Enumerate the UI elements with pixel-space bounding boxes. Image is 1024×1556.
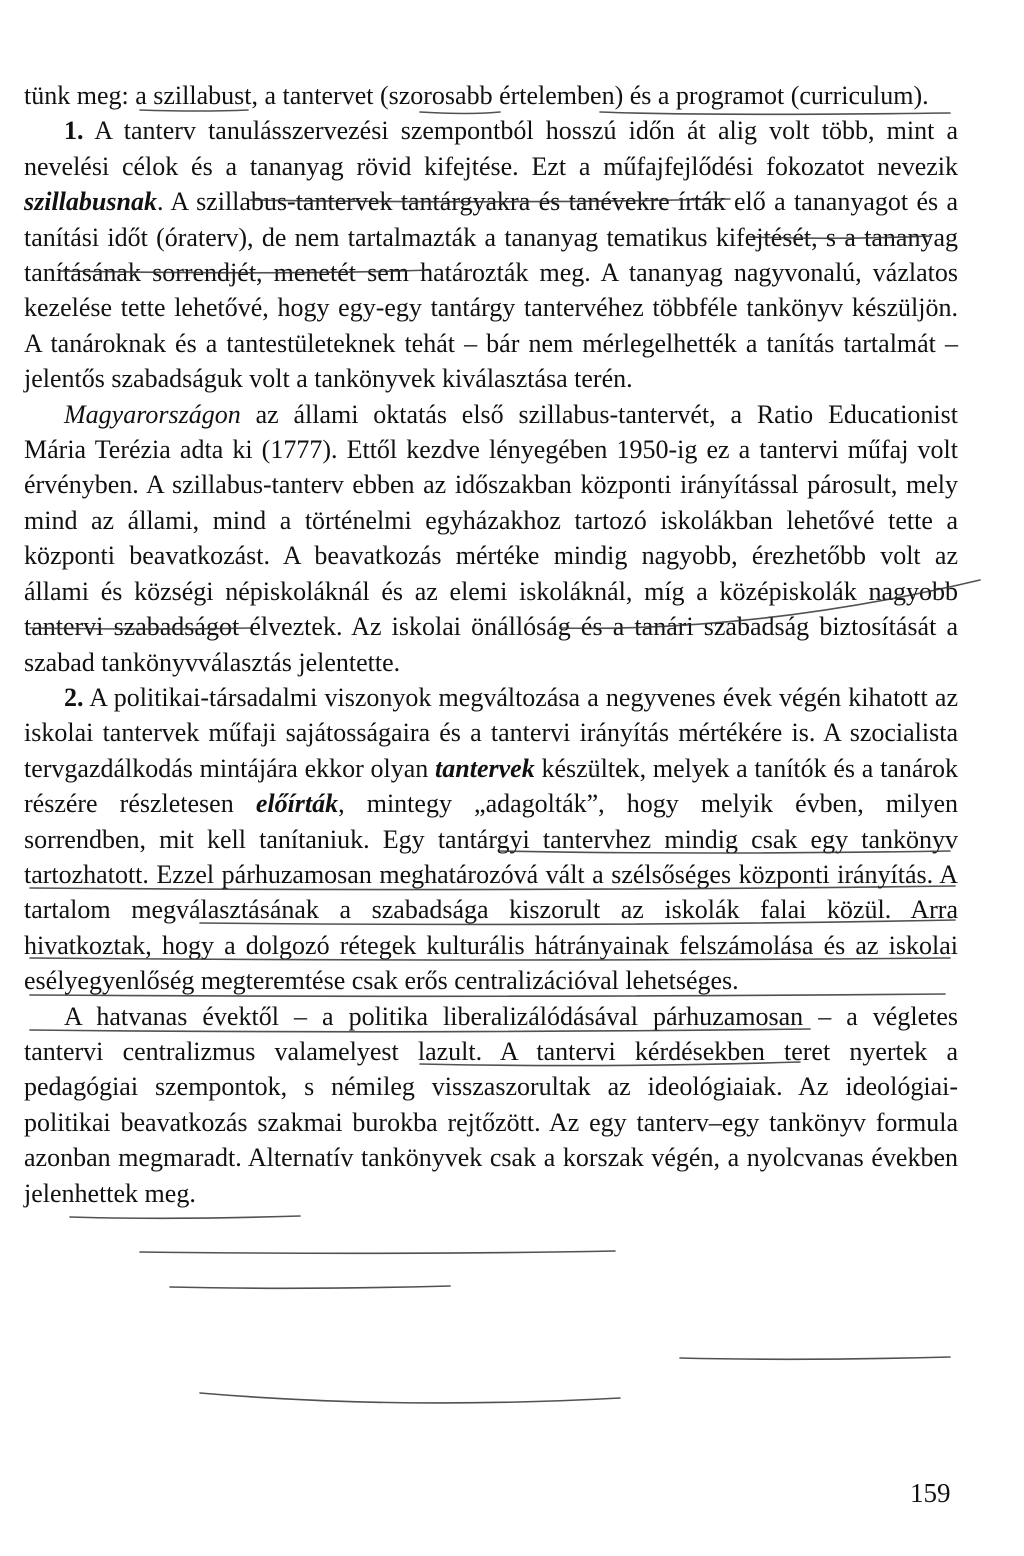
section-1-text-b: . A szillabus-tantervek tantárgyakra és tanévekre írták elő a tananyagot és a tanítási időt (óraterv), de nem tartalmazták a tananyag tematikus kifejtését, s a tananyag tanításának sorrendjét, menetét sem határozták meg. A tananyag nagyvonalú, vázlatos kezelése tette lehetővé, hogy egy-egy tantárgy tantervéhez többféle tankönyv készüljön. A tanároknak és a tantestületeknek tehát – bár nem mérlegelhették a tanítás tartalmát – jelentős szabadságuk volt a tankönyvek kiválasztása terén. bbox=[24, 187, 958, 394]
section-1-continuation bbox=[24, 397, 958, 680]
section-2-text-a: A politikai-társadalmi viszonyok megváltozása a negyvenes évek végén kihatott az iskolai tantervek műfaji sajátosságaira és a tantervi irányítás mértékére is. A szocialista tervgazdálkodás mintájára ekkor olyan bbox=[24, 682, 958, 783]
pencil-mark-line-17 bbox=[140, 1251, 615, 1253]
section-1-text-a: A tanterv tanulásszervezési szempontból hosszú időn át alig volt több, mint a nevelési célok és a tananyag rövid kifejtése. Ezt a műfajfejlődési fokozatot nevezik bbox=[24, 116, 958, 181]
section-2-text-b: készültek, melyek a tanítók és a tanárok részére részletesen bbox=[24, 753, 959, 819]
page-body bbox=[24, 78, 958, 1211]
page-number: 159 bbox=[910, 1478, 951, 1508]
term-eloirtak: előírták bbox=[255, 789, 339, 819]
section-2-continuation-text: A hatvanas évektől – a politika liberalizálódásával párhuzamosan – a végletes tantervi centralizmus valamelyest lazult. A tantervi kérdésekben teret nyertek a pedagógiai szempontok, s némileg visszaszorultak az ideológiaiak. Az ideológiai-politikai beavatkozás szakmai burokba rejtőzött. Az egy tanterv–egy tankönyv formula azonban megmaradt. Alternatív tankönyvek csak a korszak végén, a nyolcvanas években jelenhettek meg. bbox=[24, 1001, 958, 1208]
term-tantervek: tantervek bbox=[435, 753, 535, 783]
pencil-mark-line-20 bbox=[200, 1393, 620, 1403]
pencil-mark-line-19 bbox=[680, 1357, 950, 1359]
intro-paragraph bbox=[24, 78, 958, 113]
section-1-paragraph bbox=[24, 113, 958, 396]
pencil-mark-line-16 bbox=[70, 1216, 300, 1218]
section-2-paragraph bbox=[24, 680, 958, 999]
pencil-mark-line-18 bbox=[170, 1286, 450, 1288]
section-1-continuation-text: az állami oktatás első szillabus-tantervét, a Ratio Educationist Mária Terézia adta ki (1777). Ettől kezdve lényegében 1950-ig ez a tantervi műfaj volt érvényben. A szillabus-tanterv ebben az időszakban központi irányítással párosult, mely mind az állami, mind a történelmi egyházakhoz tartozó iskolákban lehetővé tette a központi beavatkozást. A beavatkozás mértéke mindig nagyobb, érezhetőbb volt az állami és községi népiskoláknál és az elemi iskoláknál, míg a középiskolák nagyobb tantervi szabadságot élveztek. Az iskolai önállóság és a tanári szabadság biztosítását a szabad tankönyvválasztás jelentette. bbox=[24, 399, 958, 677]
section-2-number: 2. bbox=[64, 682, 84, 712]
intro-text: tünk meg: a szillabust, a tantervet (szorosabb értelemben) és a programot (curriculum). bbox=[24, 81, 929, 110]
section-2-continuation bbox=[24, 999, 958, 1211]
term-szillabus: szillabusnak bbox=[24, 187, 157, 217]
section-1-number: 1. bbox=[64, 116, 84, 146]
section-2-text-c: , mintegy „adagolták”, hogy melyik évben, milyen sorrendben, mit kell tanítaniuk. Egy tantárgyi tantervhez mindig csak egy tankönyv tartozhatott. Ezzel párhuzamosan meghatározóvá vált a szélsőséges központi irányítás. A tartalom megválasztásának a szabadsága kiszorult az iskolák falai közül. Arra hivatkoztak, hogy a dolgozó rétegek kulturális hátrányainak felszámolása és az iskolai esélyegyenlőség megteremtése csak erős centralizációval lehetséges. bbox=[24, 789, 958, 996]
place-magyarorszag: Magyarországon bbox=[64, 399, 241, 429]
